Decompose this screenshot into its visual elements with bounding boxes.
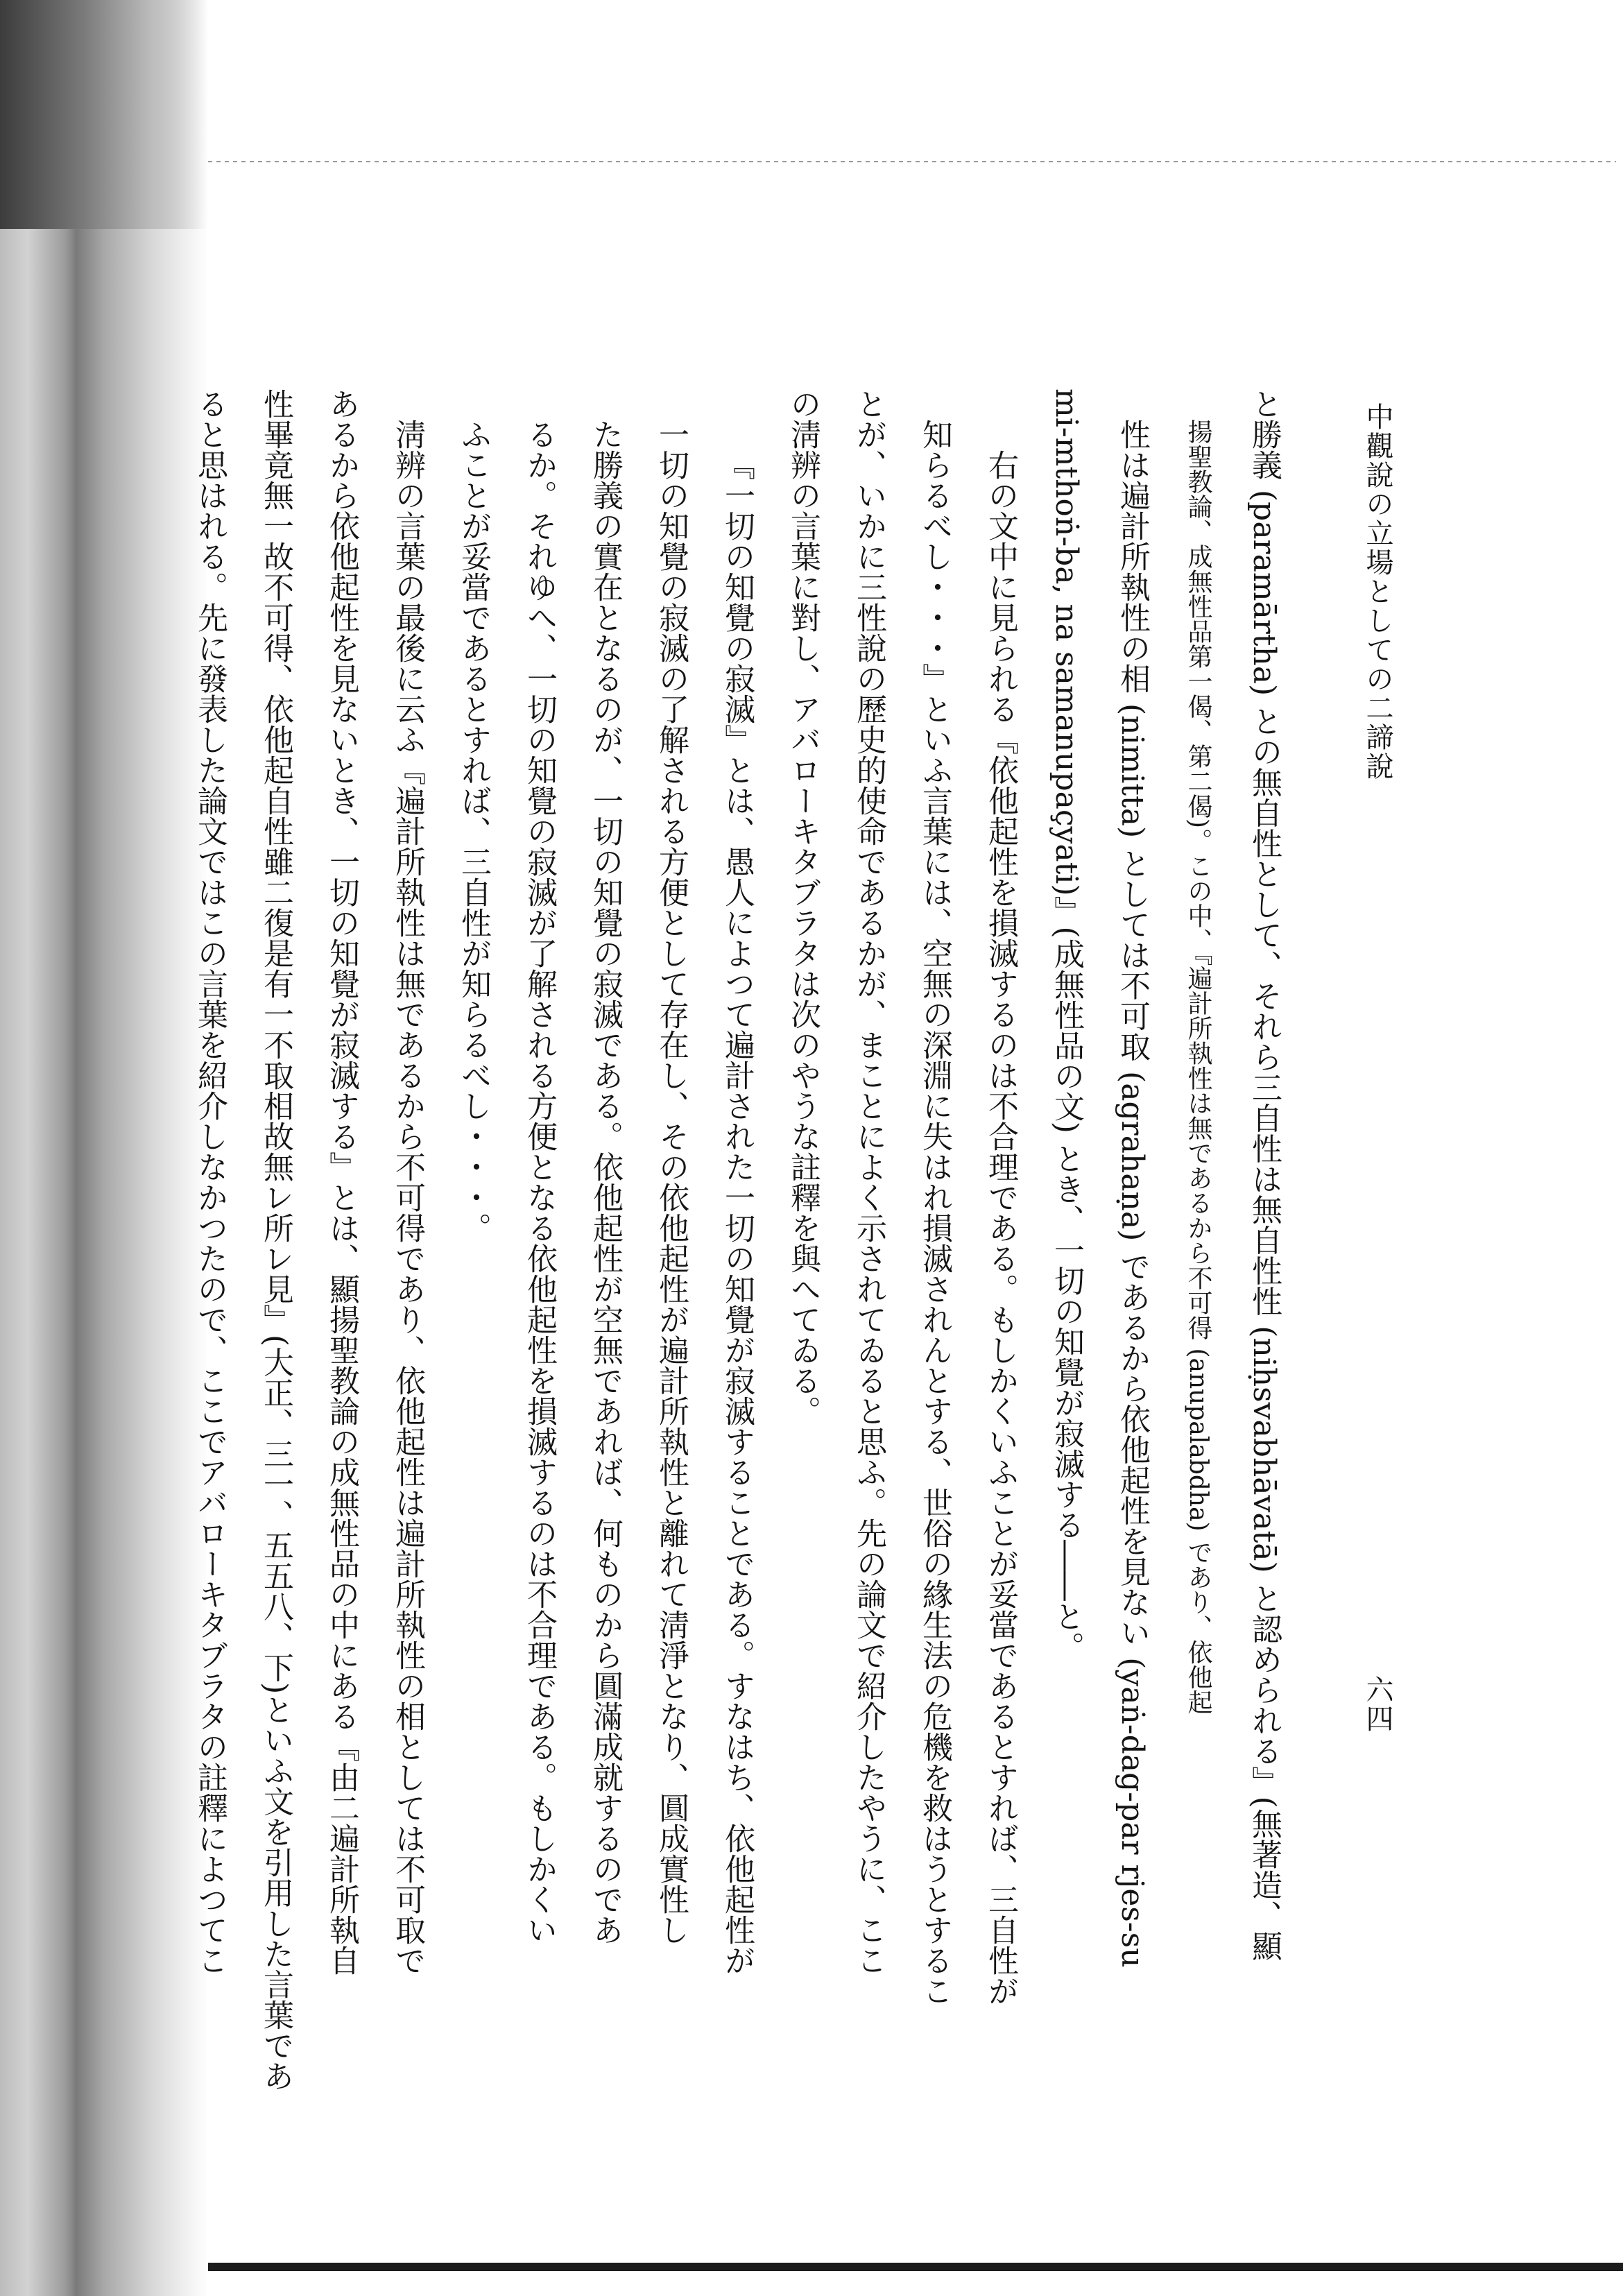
quote-column: 一切の知覺の寂滅の了解される方便として存在し、その依他起性が遍計所執性と離れて淸淨となり、圓成實性し bbox=[653, 419, 689, 1945]
body-text bbox=[173, 388, 1297, 2192]
text-column: 淸辨の言葉の最後に云ふ『遍計所執性は無であるから不可得であり、依他起性は遍計所執性の相としては不可取で bbox=[390, 419, 425, 1976]
text-column: 揚聖教論、成無性品第一偈、第二偈)。この中、『遍計所執性は無であるから不可得 (anupalabdha) であり、依他起 bbox=[1184, 419, 1212, 1715]
quote-column: た勝義の實在となるのが、一切の知覺の寂滅である。依他起性が空無であれば、何ものから圓滿成就するのであ bbox=[587, 419, 623, 1945]
text-column: 右の文中に見られる『依他起性を損滅するのは不合理である。もしかくいふことが妥當であるとすれば、三自性が bbox=[983, 449, 1018, 2006]
bottom-rule bbox=[208, 2263, 1623, 2271]
text-column: 知らるべし・・・』といふ言葉には、空無の深淵に失はれ損滅されんとする、世俗の緣生法の危機を救はうとするこ bbox=[917, 419, 952, 2006]
text-column: あるから依他起性を見ないとき、一切の知覺が寂滅する』とは、顯揚聖教論の成無性品の中にある『由二遍計所執自 bbox=[324, 388, 359, 1976]
top-rule bbox=[208, 161, 1616, 162]
text-column: の淸辨の言葉に對し、アバローキタブラタは次のやうな註釋を與へてゐる。 bbox=[785, 388, 821, 1426]
text-column: とが、いかに三性說の歷史的使命であるかが、まことによく示されてゐると思ふ。先の論文で紹介したやうに、ここ bbox=[851, 388, 886, 1976]
scan-dark-band bbox=[0, 0, 208, 229]
running-header: 中觀說の立場としての二諦說 bbox=[1362, 402, 1393, 781]
text-column: 性畢竟無一故不可得、依他起自性雖二復是有一不取相故無レ所レ見』(大正、三一、五五八、下)といふ文を引用した言葉であ bbox=[258, 388, 293, 2091]
text-column: と勝義 (paramārtha) との無自性として、それら三自性は無自性性 (niḥsvabhāvatā) と認められる』(無著造、顯 bbox=[1246, 388, 1282, 1961]
text-column: ると思はれる。先に發表した論文ではこの言葉を紹介しなかつたので、ここでアバローキタブラタの註釋によつてこ bbox=[192, 388, 227, 1976]
quote-column: るか。それゆへ、一切の知覺の寂滅が了解される方便となる依他起性を損滅するのは不合理である。もしかくい bbox=[522, 419, 557, 1945]
quote-column: 『一切の知覺の寂滅』とは、愚人によつて遍計された一切の知覺が寂滅することである。すなはち、依他起性が bbox=[719, 449, 755, 1976]
quote-column: ふことが妥當であるとすれば、三自性が知らるべし・・・。 bbox=[456, 419, 491, 1243]
text-column: mi-mthoṅ-ba, na samanupaçyati)』(成無性品の文) とき、一切の知覺が寂滅する――と。 bbox=[1049, 388, 1084, 1662]
text-column: 性は遍計所執性の相 (nimitta) としては不可取 (agrahaṇa) であるから依他起性を見ない (yaṅ-dag-par rjes-su bbox=[1115, 419, 1150, 1968]
page-number: 六四 bbox=[1362, 1675, 1393, 1733]
